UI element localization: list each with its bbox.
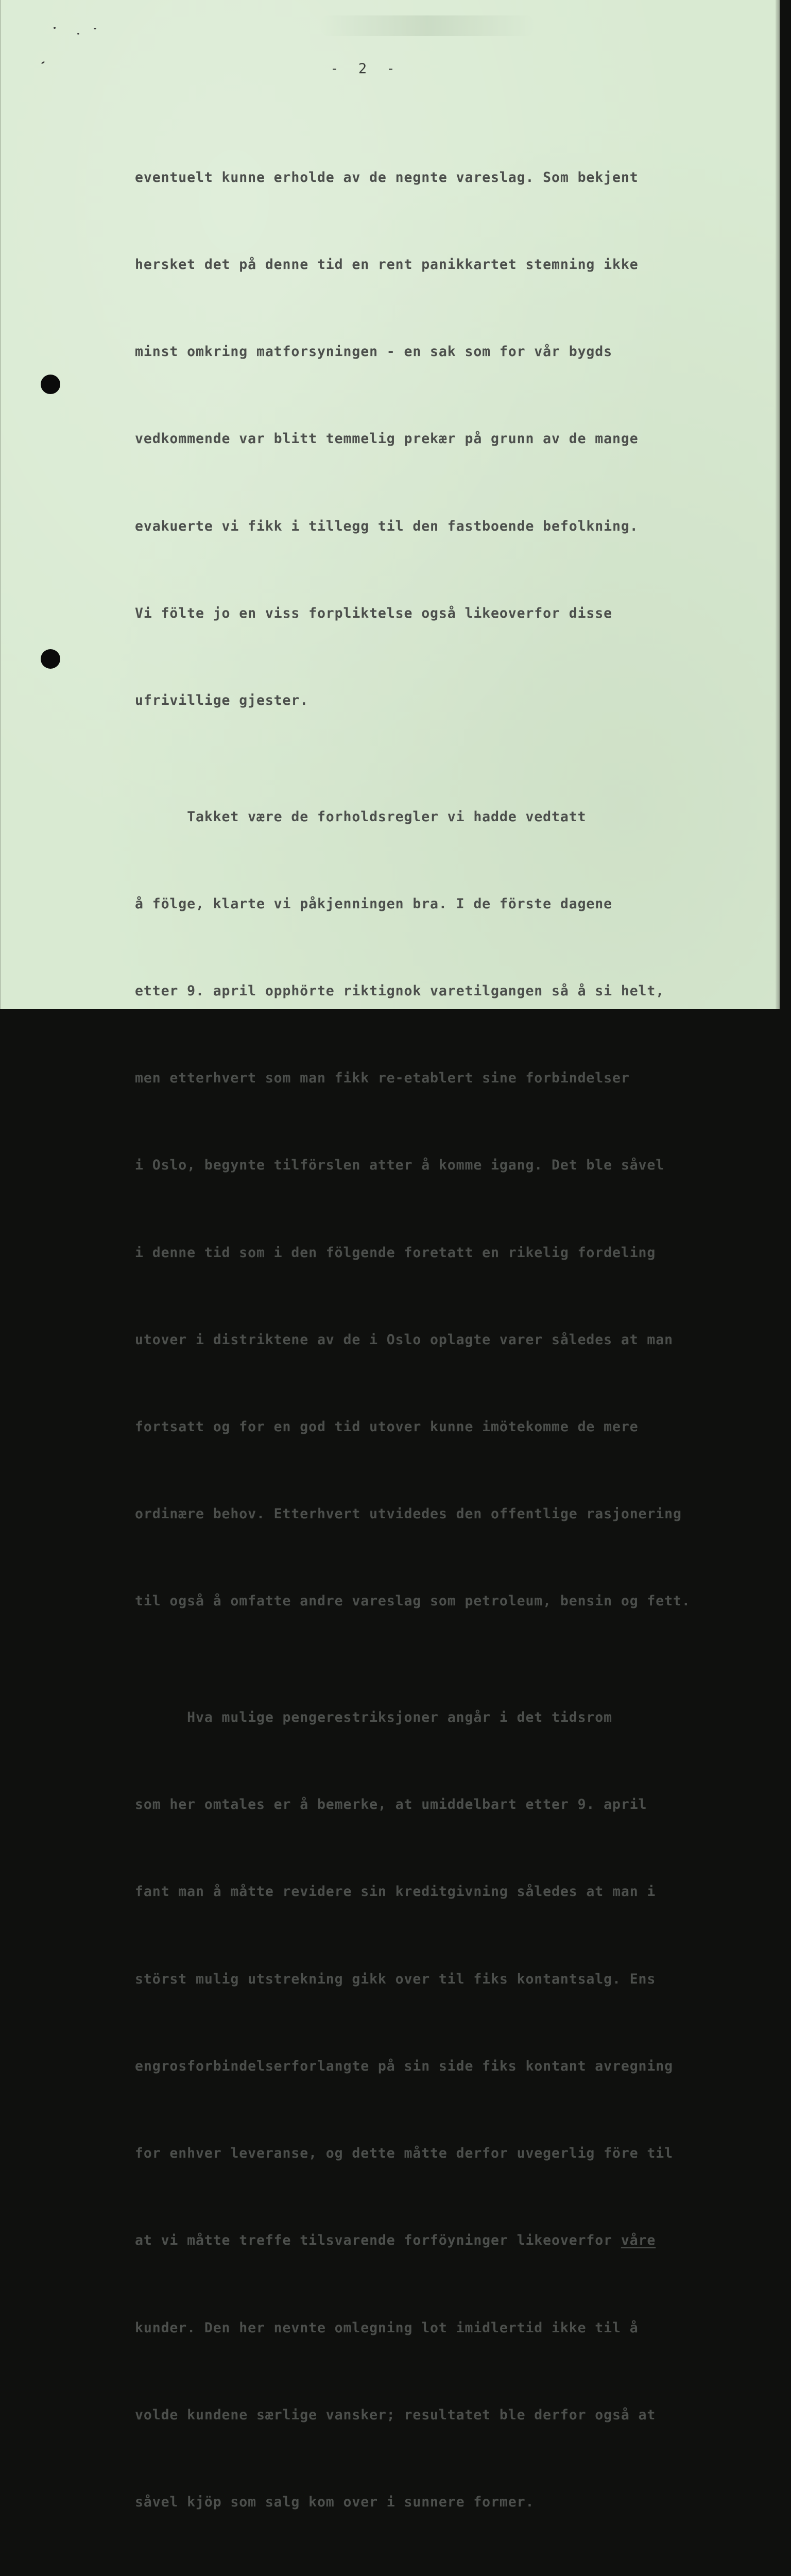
text-line: i denne tid som i den fölgende foretatt en rikelig fordeling (135, 1244, 656, 1261)
text-line: å fölge, klarte vi påkjenningen bra. I de förste dagene (135, 895, 612, 912)
text-line: ordinære behov. Etterhvert utvidedes den offentlige rasjonering (135, 1506, 682, 1522)
underlined-word: våre (621, 2232, 656, 2249)
text-line-with-underline (135, 2226, 701, 2255)
text-line: störst mulig utstrekning gikk over til fiks kontantsalg. Ens (135, 1971, 656, 1987)
typed-body-text (135, 105, 701, 2576)
punch-hole-top (41, 375, 60, 394)
text-line: fant man å måtte revidere sin kreditgivning således at man i (135, 1884, 656, 1900)
text-line: som her omtales er å bemerke, at umiddelbart etter 9. april (135, 1797, 647, 1813)
text-line: volde kundene særlige vansker; resultatet ble derfor også at (135, 2406, 656, 2423)
text-line: minst omkring matforsyningen - en sak som for vår bygds (135, 344, 612, 360)
text-line: vedkommende var blitt temmelig prekær på grunn av de mange (135, 431, 639, 447)
text-line: engrosforbindelserforlangte på sin side fiks kontant avregning (135, 2058, 673, 2074)
speck-mark (77, 33, 79, 35)
text-line: ufrivillige gjester. (135, 692, 309, 709)
text-line: Takket være de forholdsregler vi hadde vedtatt (135, 808, 587, 825)
text-line: etter 9. april opphörte riktignok varetilgangen så å si helt, (135, 983, 665, 999)
text-line: eventuelt kunne erholde av de negnte vareslag. Som bekjent (135, 169, 639, 185)
text-line: såvel kjöp som salg kom over i sunnere former. (135, 2494, 535, 2510)
text-line: Hva mulige pengerestriksjoner angår i det tidsrom (135, 1709, 612, 1726)
faint-stamp-trace (319, 15, 536, 36)
paper-edge (776, 0, 780, 1009)
text-line: men etterhvert som man fikk re-etablert sine forbindelser (135, 1070, 630, 1087)
text-line-start: at vi måtte treffe tilsvarende forföyninger likeoverfor (135, 2232, 621, 2249)
text-line: i Oslo, begynte tilförslen atter å komme igang. Det ble såvel (135, 1157, 665, 1174)
text-line: til også å omfatte andre vareslag som petroleum, bensin og fett. (135, 1593, 691, 1609)
text-line: evakuerte vi fikk i tillegg til den fastboende befolkning. (135, 518, 639, 534)
text-line: kunder. Den her nevnte omlegning lot imidlertid ikke til å (135, 2319, 639, 2336)
punch-hole-bottom (41, 649, 60, 669)
speck-mark (94, 28, 96, 29)
speck-mark (41, 61, 45, 64)
text-line: hersket det på denne tid en rent panikkartet stemning ikke (135, 257, 639, 273)
text-line: for enhver leveranse, og dette måtte derfor uvegerlig före til (135, 2145, 673, 2162)
speck-mark (54, 27, 56, 29)
text-line: fortsatt og for en god tid utover kunne imötekomme de mere (135, 1419, 639, 1435)
text-line: Vi fölte jo en viss forpliktelse også likeoverfor disse (135, 605, 612, 621)
page-number: - 2 - (330, 61, 396, 77)
text-line: utover i distriktene av de i Oslo oplagte varer således at man (135, 1331, 673, 1348)
